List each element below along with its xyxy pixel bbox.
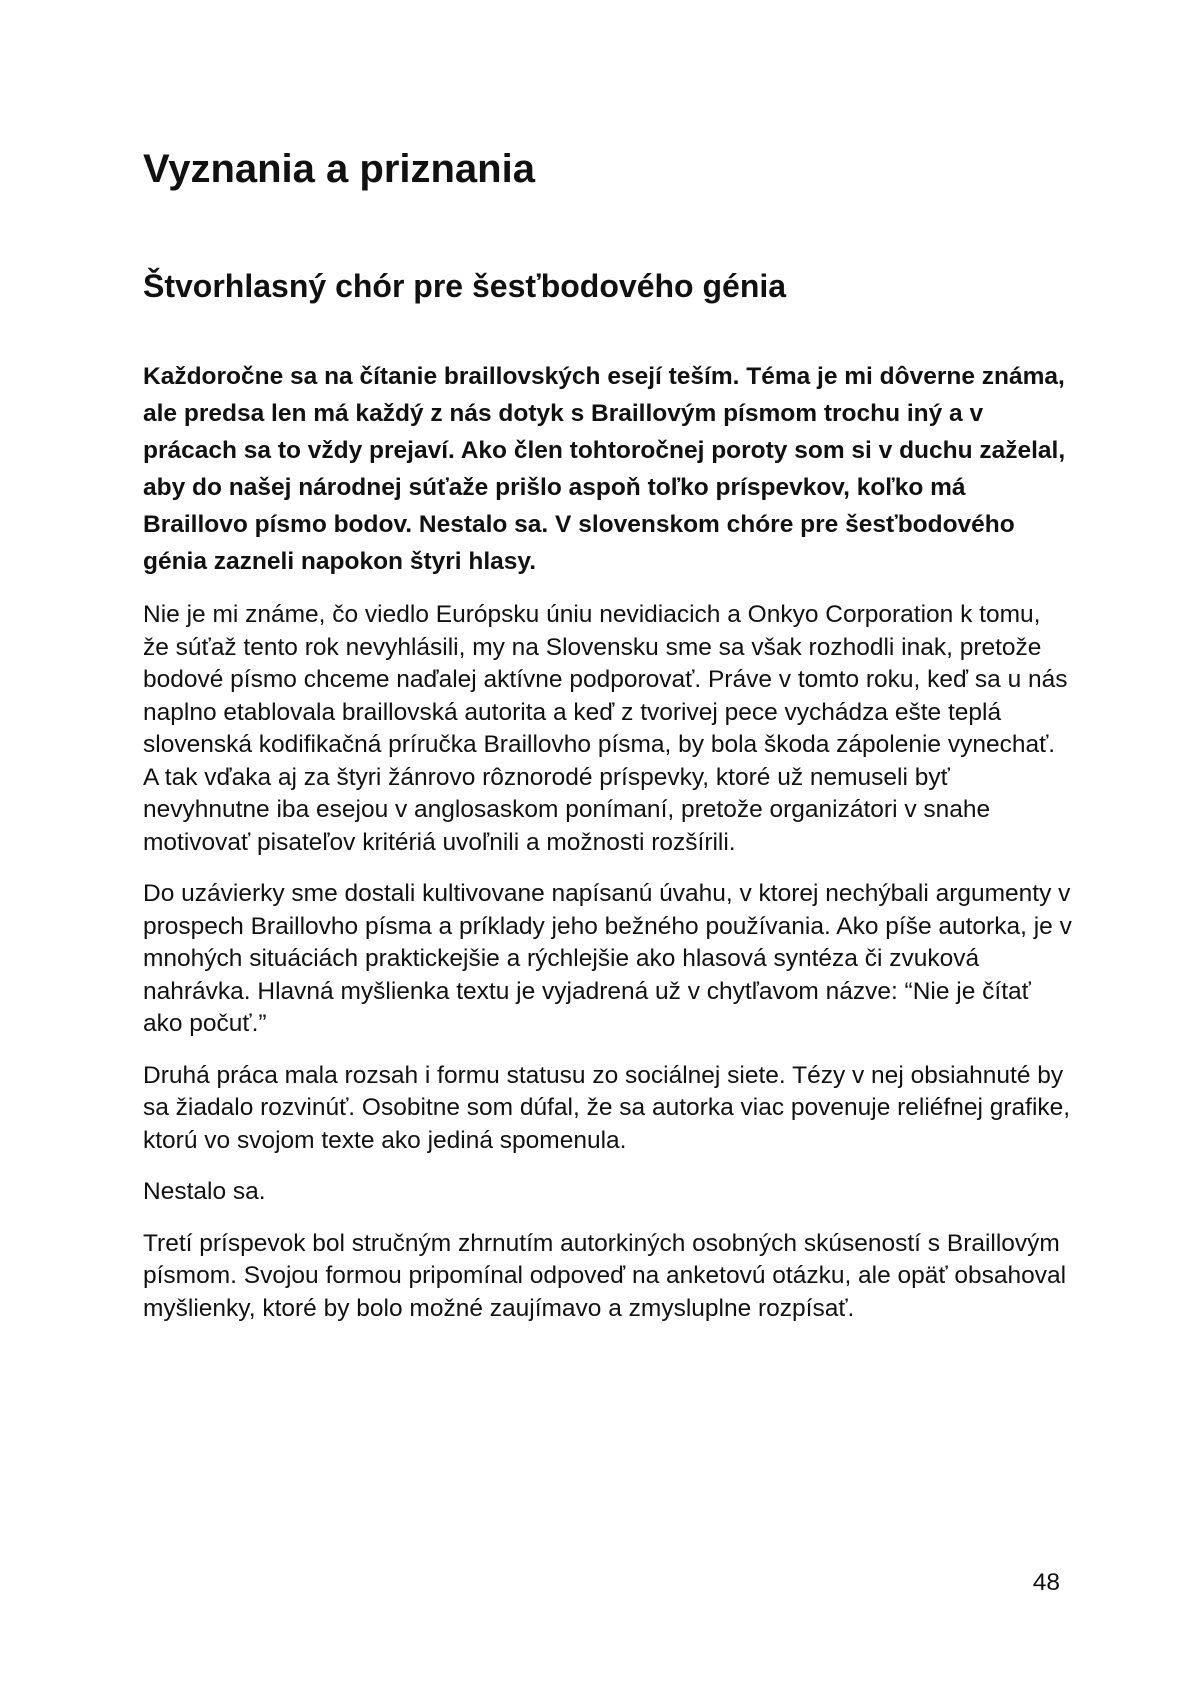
body-paragraph-1: Nie je mi známe, čo viedlo Európsku úniu nevidiacich a Onkyo Corporation k tomu, že súťaž tento rok nevyhlásili, my na Slovensku sme sa však rozhodli inak, pretože bodové písmo chceme naďalej aktívne podporovať. Práve v tomto roku, keď sa u nás naplno etablovala braillovská autorita a keď z tvorivej pece vychádza ešte teplá slovenská kodifikačná príručka Braillovho písma, by bola škoda zápolenie vynechať. A tak vďaka aj za štyri žánrovo rôznorodé príspevky, ktoré už nemuseli byť nevyhnutne iba esejou v anglosaskom ponímaní, pretože organizátori v snahe motivovať pisateľov kritériá uvoľnili a možnosti rozšírili. bbox=[143, 601, 1068, 856]
body-paragraph-2: Do uzávierky sme dostali kultivovane napísanú úvahu, v ktorej nechýbali argumenty v prospech Braillovho písma a príklady jeho bežného používania. Ako píše autorka, je v mnohých situáciách praktickejšie a rýchlejšie ako hlasová syntéza či zvuková nahrávka. Hlavná myšlienka textu je vyjadrená už v chytľavom názve: “Nie je čítať ako počuť.” bbox=[143, 880, 1072, 1037]
body-paragraph-3: Druhá práca mala rozsah i formu statusu zo sociálnej siete. Tézy v nej obsiahnuté by sa žiadalo rozvinúť. Osobitne som dúfal, že sa autorka viac povenuje reliéfnej grafike, ktorú vo svojom texte ako jediná spomenula. bbox=[143, 1061, 1071, 1154]
body-paragraph-5: Tretí príspevok bol stručným zhrnutím autorkiných osobných skúseností s Braillovým písmom. Svojou formou pripomínal odpoveď na anketovú otázku, ale opäť obsahoval myšlienky, ktoré by bolo možné zaujímavo a zmysluplne rozpísať. bbox=[143, 1229, 1067, 1322]
lead-paragraph: Každoročne sa na čítanie braillovských esejí teším. Téma je mi dôverne známa, ale predsa len má každý z nás dotyk s Braillovým písmom trochu iný a v prácach sa to vždy prejaví. Ako člen tohtoročnej poroty som si v duchu zaželal, aby do našej národnej súťaže prišlo aspoň toľko príspevkov, koľko má Braillovo písmo bodov. Nestalo sa. V slovenskom chóre pre šesťbodového génia zazneli napokon štyri hlasy. bbox=[143, 363, 1066, 575]
body-paragraph-4: Nestalo sa. bbox=[143, 1178, 266, 1205]
article-subtitle: Štvorhlasný chór pre šesťbodového génia bbox=[143, 268, 787, 304]
page-title: Vyznania a priznania bbox=[143, 147, 535, 191]
page-number: 48 bbox=[1032, 1569, 1060, 1596]
page-content bbox=[143, 140, 1073, 1325]
